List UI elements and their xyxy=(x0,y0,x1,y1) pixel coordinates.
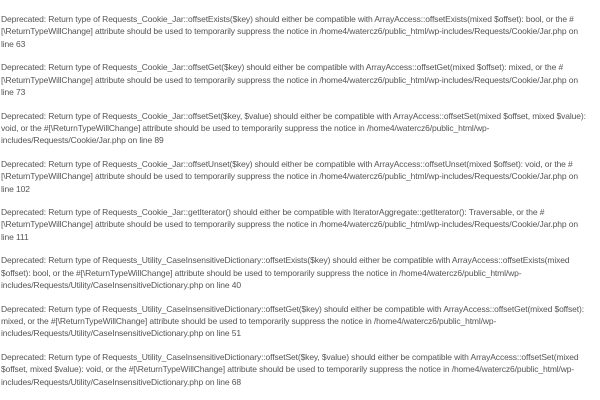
notice-line: Deprecated: Return type of Requests_Utility_CaseInsensitiveDictionary::offsetGet($key) should either be compatible with ArrayAccess::offsetGet(mixed $offset): xyxy=(1,303,584,314)
deprecation-notice xyxy=(1,13,600,50)
notice-line: Deprecated: Return type of Requests_Utility_CaseInsensitiveDictionary::offsetExists($key) should either be compatible with ArrayAccess::offsetExists(mixed xyxy=(1,255,570,266)
notice-line: $offset): bool, or the #[\ReturnTypeWillChange] attribute should be used to temporarily suppress the notice in /home4/watercz6/public_html/wp- xyxy=(1,267,522,278)
notice-line: includes/Requests/Utility/CaseInsensitiveDictionary.php on line 51 xyxy=(1,328,241,339)
deprecation-notice xyxy=(1,61,600,98)
notice-line: includes/Requests/Cookie/Jar.php on line 89 xyxy=(1,135,164,146)
notice-line: [\ReturnTypeWillChange] attribute should be used to temporarily suppress the notice in /home4/watercz6/public_html/wp-includes/Requests/Cookie/Jar.php on xyxy=(1,26,578,37)
notice-line: includes/Requests/Utility/CaseInsensitiveDictionary.php on line 68 xyxy=(1,376,241,387)
notice-line: Deprecated: Return type of Requests_Utility_CaseInsensitiveDictionary::offsetSet($key, $value) should either be compatible with ArrayAccess::offsetSet(mixed xyxy=(1,351,579,362)
deprecation-notice xyxy=(1,206,600,243)
deprecation-notice xyxy=(1,351,600,388)
notice-line: Deprecated: Return type of Requests_Cookie_Jar::offsetSet($key, $value) should either be compatible with ArrayAccess::offsetSet(mixed $offset, mixed $value): xyxy=(1,110,586,121)
notice-line: Deprecated: Return type of Requests_Cookie_Jar::offsetGet($key) should either be compatible with ArrayAccess::offsetGet(mixed $offset): mixed, or the # xyxy=(1,62,564,73)
deprecation-notice-list xyxy=(0,13,600,388)
notice-line: [\ReturnTypeWillChange] attribute should be used to temporarily suppress the notice in /home4/watercz6/public_html/wp-includes/Requests/Cookie/Jar.php on xyxy=(1,219,578,230)
deprecation-notice xyxy=(1,110,600,147)
notice-line: Deprecated: Return type of Requests_Cookie_Jar::offsetUnset($key) should either be compatible with ArrayAccess::offsetUnset(mixed $offset): void, or the # xyxy=(1,158,573,169)
notice-line: [\ReturnTypeWillChange] attribute should be used to temporarily suppress the notice in /home4/watercz6/public_html/wp-includes/Requests/Cookie/Jar.php on xyxy=(1,171,578,182)
notice-line: [\ReturnTypeWillChange] attribute should be used to temporarily suppress the notice in /home4/watercz6/public_html/wp-includes/Requests/Cookie/Jar.php on xyxy=(1,74,578,85)
deprecation-notice xyxy=(1,158,600,195)
notice-line: $offset, mixed $value): void, or the #[\ReturnTypeWillChange] attribute should be used to temporarily suppress the notice in /home4/watercz6/public_html/wp- xyxy=(1,364,575,375)
notice-line: includes/Requests/Utility/CaseInsensitiveDictionary.php on line 40 xyxy=(1,280,241,291)
deprecation-notice xyxy=(1,254,600,291)
notice-line: line 63 xyxy=(1,38,26,49)
notice-line: mixed, or the #[\ReturnTypeWillChange] attribute should be used to temporarily suppress the notice in /home4/watercz6/public_html/wp- xyxy=(1,315,497,326)
deprecation-notice xyxy=(1,303,600,340)
notice-line: line 73 xyxy=(1,87,26,98)
notice-line: void, or the #[\ReturnTypeWillChange] attribute should be used to temporarily suppress the notice in /home4/watercz6/public_html/wp- xyxy=(1,122,490,133)
notice-line: Deprecated: Return type of Requests_Cookie_Jar::offsetExists($key) should either be compatible with ArrayAccess::offsetExists(mixed $offset): bool, or the # xyxy=(1,14,574,24)
notice-line: line 102 xyxy=(1,183,30,194)
notice-line: Deprecated: Return type of Requests_Cookie_Jar::getIterator() should either be compatible with IteratorAggregate::getIterator(): Traversable, or the # xyxy=(1,207,545,217)
notice-line: line 111 xyxy=(1,231,29,242)
